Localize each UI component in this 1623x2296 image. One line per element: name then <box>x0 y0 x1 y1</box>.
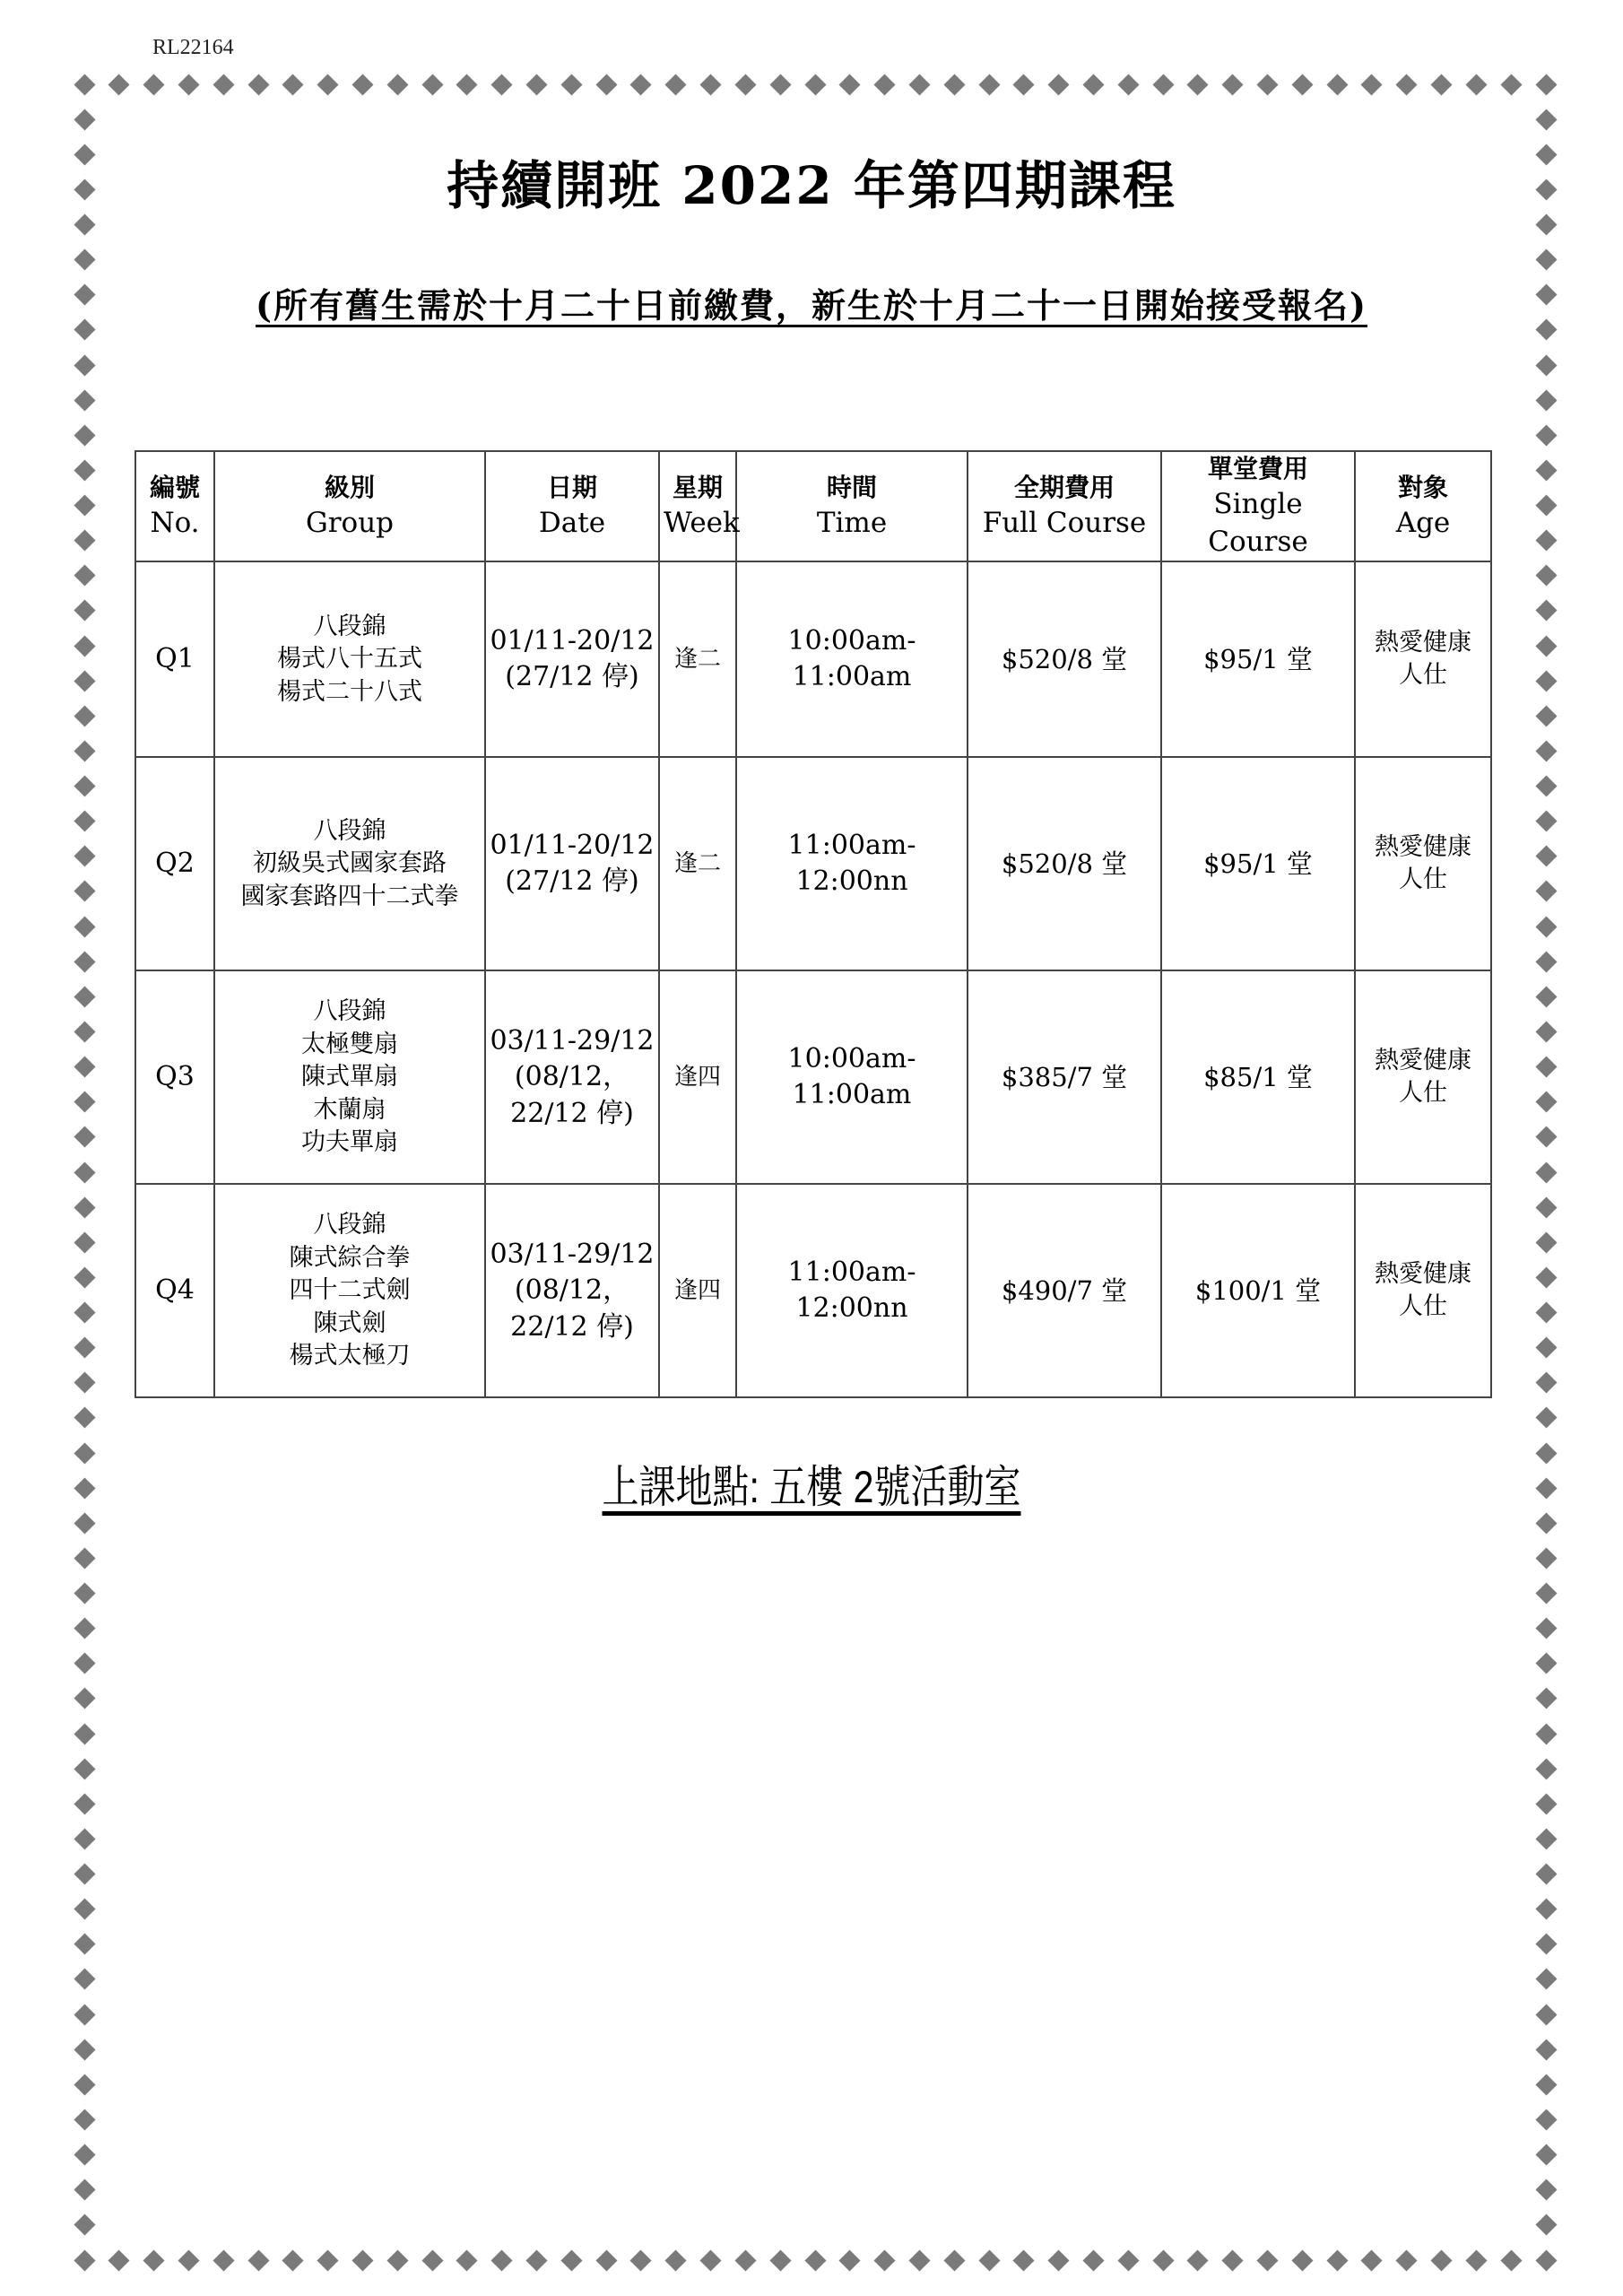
border-diamond <box>734 2249 756 2271</box>
course-number: Q1 <box>135 561 214 757</box>
border-diamond <box>1500 74 1522 95</box>
border-diamond <box>1431 74 1453 95</box>
border-diamond <box>839 2249 861 2271</box>
border-diamond <box>74 776 95 797</box>
table-row <box>135 561 1491 757</box>
border-diamond <box>421 74 443 95</box>
border-diamond <box>74 1407 95 1429</box>
border-diamond <box>1535 1337 1557 1359</box>
border-diamond <box>456 74 478 95</box>
border-diamond <box>1535 846 1557 867</box>
course-number: Q3 <box>135 970 214 1184</box>
full-course-fee: $520/8 堂 <box>968 561 1161 757</box>
border-diamond <box>352 2249 373 2271</box>
border-diamond <box>74 1828 95 1849</box>
course-number: Q4 <box>135 1184 214 1397</box>
border-diamond <box>421 2249 443 2271</box>
border-diamond <box>1535 1934 1557 1955</box>
border-diamond <box>317 2249 339 2271</box>
border-diamond <box>74 1196 95 1218</box>
border-diamond <box>1535 1969 1557 1990</box>
border-diamond <box>1535 1126 1557 1148</box>
border-diamond <box>1465 2249 1487 2271</box>
course-group: 八段錦 楊式八十五式 楊式二十八式 <box>214 561 485 757</box>
course-target: 熱愛健康 人仕 <box>1355 1184 1491 1397</box>
border-diamond <box>1291 2249 1313 2271</box>
border-diamond <box>769 2249 791 2271</box>
course-date: 01/11-20/12 (27/12 停) <box>485 561 659 757</box>
border-diamond <box>839 74 861 95</box>
header-date: 日期 Date <box>485 451 659 561</box>
border-diamond <box>247 74 269 95</box>
border-diamond <box>1048 74 1070 95</box>
border-diamond <box>1535 2109 1557 2130</box>
border-diamond <box>1535 530 1557 552</box>
class-venue: 上課地點: 五樓 2號活動室 <box>602 1462 1021 1512</box>
course-weekday: 逢四 <box>659 1184 736 1397</box>
border-diamond <box>1187 2249 1209 2271</box>
border-diamond <box>74 1512 95 1534</box>
border-diamond <box>1535 1372 1557 1394</box>
border-diamond <box>213 2249 234 2271</box>
border-diamond <box>74 740 95 761</box>
course-time: 10:00am-11:00am <box>736 970 968 1184</box>
header-full-course: 全期費用 Full Course <box>968 451 1161 561</box>
border-diamond <box>1535 2074 1557 2095</box>
border-diamond <box>1535 1899 1557 1920</box>
border-diamond <box>74 1899 95 1920</box>
border-diamond <box>560 74 582 95</box>
border-diamond <box>1431 2249 1453 2271</box>
border-diamond <box>1535 74 1557 95</box>
single-course-fee: $85/1 堂 <box>1161 970 1355 1184</box>
border-diamond <box>525 2249 547 2271</box>
border-diamond <box>630 2249 652 2271</box>
border-diamond <box>74 1372 95 1394</box>
border-diamond <box>282 74 304 95</box>
border-diamond <box>978 74 1000 95</box>
border-diamond <box>143 74 165 95</box>
single-course-fee: $95/1 堂 <box>1161 561 1355 757</box>
course-group: 八段錦 陳式綜合拳 四十二式劍 陳式劍 楊式太極刀 <box>214 1184 485 1397</box>
border-diamond <box>491 74 513 95</box>
border-diamond <box>1117 2249 1139 2271</box>
border-diamond <box>1535 1196 1557 1218</box>
border-diamond <box>595 2249 617 2271</box>
border-diamond <box>1082 74 1104 95</box>
border-diamond <box>74 1723 95 1744</box>
course-date: 01/11-20/12 (27/12 停) <box>485 757 659 970</box>
border-diamond <box>74 389 95 411</box>
border-diamond <box>1535 951 1557 972</box>
border-diamond <box>74 916 95 937</box>
border-diamond <box>74 1266 95 1288</box>
border-diamond <box>1535 1864 1557 1885</box>
border-diamond <box>74 811 95 832</box>
border-diamond <box>74 1161 95 1183</box>
header-no: 編號 No. <box>135 451 214 561</box>
border-diamond <box>74 2214 95 2236</box>
border-diamond <box>74 1864 95 1885</box>
border-diamond <box>1535 389 1557 411</box>
border-diamond <box>734 74 756 95</box>
border-diamond <box>74 1618 95 1639</box>
border-diamond <box>1152 74 1174 95</box>
border-diamond <box>1535 1512 1557 1534</box>
border-diamond <box>1396 74 1418 95</box>
border-diamond <box>1535 635 1557 657</box>
border-diamond <box>74 1091 95 1113</box>
border-diamond <box>1535 1758 1557 1779</box>
border-diamond <box>74 1653 95 1674</box>
border-diamond <box>352 74 373 95</box>
header-week: 星期 Week <box>659 451 736 561</box>
border-diamond <box>943 2249 965 2271</box>
border-diamond <box>1535 2249 1557 2271</box>
border-diamond <box>1535 2179 1557 2201</box>
page-title: 持續開班 2022 年第四期課程 <box>447 155 1176 216</box>
course-date: 03/11-29/12 (08/12， 22/12 停) <box>485 970 659 1184</box>
border-diamond <box>1535 1688 1557 1709</box>
border-diamond <box>1535 459 1557 481</box>
border-diamond <box>1535 916 1557 937</box>
border-diamond <box>1535 109 1557 130</box>
border-diamond <box>978 2249 1000 2271</box>
course-date: 03/11-29/12 (08/12， 22/12 停) <box>485 1184 659 1397</box>
border-diamond <box>1326 74 1348 95</box>
border-diamond <box>1535 2004 1557 2025</box>
border-diamond <box>1535 2144 1557 2166</box>
border-diamond <box>213 74 234 95</box>
border-diamond <box>1535 565 1557 587</box>
border-diamond <box>491 2249 513 2271</box>
border-diamond <box>74 1793 95 1814</box>
border-diamond <box>943 74 965 95</box>
border-diamond <box>74 600 95 622</box>
border-diamond <box>74 1126 95 1148</box>
border-diamond <box>595 74 617 95</box>
border-diamond <box>1535 2039 1557 2060</box>
border-diamond <box>74 2109 95 2130</box>
course-group: 八段錦 初級吳式國家套路 國家套路四十二式拳 <box>214 757 485 970</box>
table-header-row <box>135 451 1491 561</box>
border-diamond <box>1535 1021 1557 1042</box>
border-diamond <box>74 2144 95 2166</box>
border-diamond <box>1117 74 1139 95</box>
header-group: 級別 Group <box>214 451 485 561</box>
full-course-fee: $490/7 堂 <box>968 1184 1161 1397</box>
border-diamond <box>74 1934 95 1955</box>
border-diamond <box>1535 1828 1557 1849</box>
header-single-course: 單堂費用 Single Course <box>1161 451 1355 561</box>
border-diamond <box>700 74 722 95</box>
border-diamond <box>1013 2249 1035 2271</box>
border-diamond <box>74 249 95 271</box>
border-diamond <box>386 74 408 95</box>
border-diamond <box>282 2249 304 2271</box>
border-diamond <box>74 1758 95 1779</box>
border-diamond <box>74 951 95 972</box>
border-diamond <box>1535 881 1557 902</box>
table-row <box>135 970 1491 1184</box>
border-diamond <box>1535 776 1557 797</box>
border-diamond <box>1082 2249 1104 2271</box>
border-diamond <box>1256 2249 1278 2271</box>
course-group: 八段錦 太極雙扇 陳式單扇 木蘭扇 功夫單扇 <box>214 970 485 1184</box>
border-diamond <box>74 846 95 867</box>
course-target: 熱愛健康 人仕 <box>1355 970 1491 1184</box>
border-diamond <box>1535 495 1557 517</box>
border-diamond <box>908 74 930 95</box>
border-diamond <box>1535 1231 1557 1253</box>
border-diamond <box>1361 2249 1383 2271</box>
single-course-fee: $100/1 堂 <box>1161 1184 1355 1397</box>
table-row <box>135 1184 1491 1397</box>
border-diamond <box>1535 1793 1557 1814</box>
border-diamond <box>74 565 95 587</box>
header-age: 對象 Age <box>1355 451 1491 561</box>
border-diamond <box>74 109 95 130</box>
course-time: 11:00am-12:00nn <box>736 757 968 970</box>
border-diamond <box>1291 74 1313 95</box>
border-diamond <box>1535 424 1557 446</box>
border-diamond <box>1535 1477 1557 1499</box>
border-diamond <box>874 74 896 95</box>
border-diamond <box>74 1021 95 1042</box>
course-schedule-table <box>135 450 1492 1398</box>
border-diamond <box>74 1583 95 1605</box>
border-diamond <box>1535 1723 1557 1744</box>
border-diamond <box>1326 2249 1348 2271</box>
border-diamond <box>1535 1407 1557 1429</box>
border-diamond <box>74 354 95 376</box>
course-target: 熱愛健康 人仕 <box>1355 757 1491 970</box>
border-diamond <box>1535 1442 1557 1464</box>
border-diamond <box>74 1337 95 1359</box>
border-diamond <box>108 74 130 95</box>
border-diamond <box>804 2249 826 2271</box>
border-diamond <box>74 530 95 552</box>
border-diamond <box>74 635 95 657</box>
border-diamond <box>1535 249 1557 271</box>
border-diamond <box>1535 705 1557 726</box>
border-diamond <box>908 2249 930 2271</box>
border-diamond <box>74 1547 95 1569</box>
border-diamond <box>143 2249 165 2271</box>
border-diamond <box>74 2249 95 2271</box>
border-diamond <box>1048 2249 1070 2271</box>
border-diamond <box>1535 1161 1557 1183</box>
course-time: 11:00am-12:00nn <box>736 1184 968 1397</box>
border-diamond <box>1535 1618 1557 1639</box>
border-diamond <box>386 2249 408 2271</box>
course-time: 10:00am-11:00am <box>736 561 968 757</box>
border-diamond <box>74 881 95 902</box>
border-diamond <box>74 1442 95 1464</box>
border-diamond <box>1535 670 1557 691</box>
border-diamond <box>1535 1583 1557 1605</box>
border-diamond <box>1500 2249 1522 2271</box>
border-diamond <box>1152 2249 1174 2271</box>
border-diamond <box>74 2004 95 2025</box>
border-diamond <box>456 2249 478 2271</box>
border-diamond <box>1535 2214 1557 2236</box>
border-diamond <box>1465 74 1487 95</box>
border-diamond <box>525 74 547 95</box>
border-diamond <box>769 74 791 95</box>
border-diamond <box>560 2249 582 2271</box>
border-diamond <box>804 74 826 95</box>
border-diamond <box>1535 986 1557 1007</box>
border-diamond <box>1535 1057 1557 1078</box>
border-diamond <box>74 986 95 1007</box>
border-diamond <box>74 2039 95 2060</box>
border-diamond <box>1535 1547 1557 1569</box>
border-diamond <box>665 74 687 95</box>
border-diamond <box>1013 74 1035 95</box>
course-weekday: 逢二 <box>659 561 736 757</box>
border-diamond <box>74 1688 95 1709</box>
border-diamond <box>1535 1301 1557 1323</box>
course-target: 熱愛健康 人仕 <box>1355 561 1491 757</box>
border-diamond <box>178 2249 199 2271</box>
border-diamond <box>74 424 95 446</box>
border-diamond <box>1535 354 1557 376</box>
border-diamond <box>74 705 95 726</box>
border-diamond <box>74 1057 95 1078</box>
table-row <box>135 757 1491 970</box>
border-diamond <box>874 2249 896 2271</box>
border-diamond <box>1256 74 1278 95</box>
course-weekday: 逢四 <box>659 970 736 1184</box>
document-reference: RL22164 <box>152 36 234 59</box>
border-diamond <box>108 2249 130 2271</box>
header-time: 時間 Time <box>736 451 968 561</box>
border-diamond <box>1222 2249 1244 2271</box>
border-diamond <box>74 74 95 95</box>
border-diamond <box>74 670 95 691</box>
border-diamond <box>74 459 95 481</box>
border-diamond <box>1396 2249 1418 2271</box>
border-diamond <box>630 74 652 95</box>
border-diamond <box>1361 74 1383 95</box>
border-diamond <box>1535 1266 1557 1288</box>
single-course-fee: $95/1 堂 <box>1161 757 1355 970</box>
border-diamond <box>1535 1091 1557 1113</box>
full-course-fee: $385/7 堂 <box>968 970 1161 1184</box>
border-diamond <box>74 1301 95 1323</box>
border-diamond <box>1535 1653 1557 1674</box>
course-number: Q2 <box>135 757 214 970</box>
border-diamond <box>1535 811 1557 832</box>
border-diamond <box>178 74 199 95</box>
border-diamond <box>665 2249 687 2271</box>
registration-notice: (所有舊生需於十月二十日前繳費，新生於十月二十一日開始接受報名) <box>256 285 1367 326</box>
border-diamond <box>1222 74 1244 95</box>
border-diamond <box>74 1477 95 1499</box>
border-diamond <box>74 495 95 517</box>
border-diamond <box>317 74 339 95</box>
full-course-fee: $520/8 堂 <box>968 757 1161 970</box>
course-weekday: 逢二 <box>659 757 736 970</box>
border-diamond <box>247 2249 269 2271</box>
border-diamond <box>700 2249 722 2271</box>
border-diamond <box>1535 600 1557 622</box>
border-diamond <box>74 1969 95 1990</box>
border-diamond <box>74 2179 95 2201</box>
border-diamond <box>1535 740 1557 761</box>
border-diamond <box>74 2074 95 2095</box>
border-diamond <box>74 1231 95 1253</box>
border-diamond <box>1187 74 1209 95</box>
